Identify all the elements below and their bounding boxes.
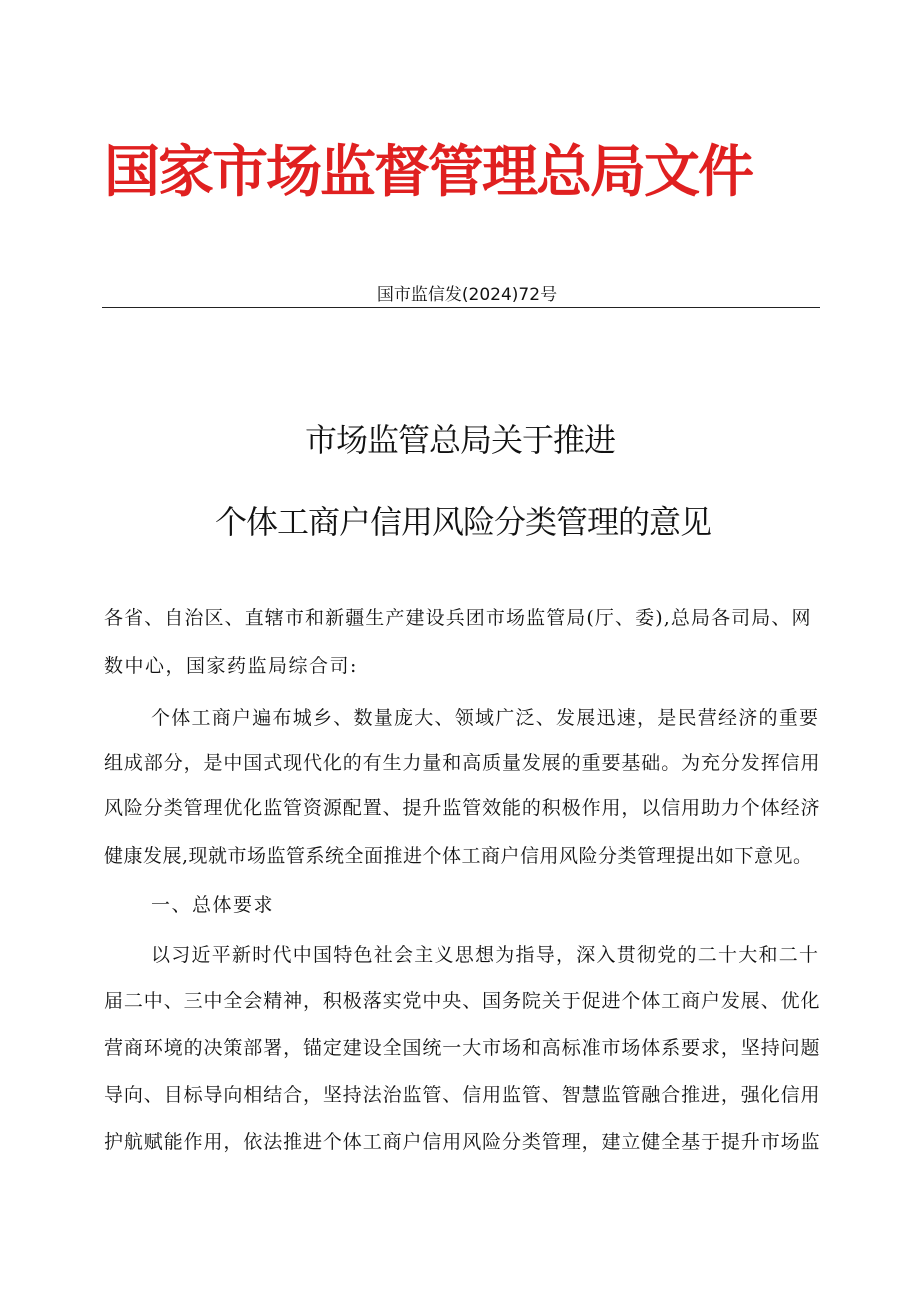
document-number: 国市监信发(2024)72号 (376, 285, 558, 305)
paragraph-1-line-1: 个体工商户遍布城乡、数量庞大、领域广泛、发展迅速，是民营经济的重要 (151, 707, 820, 729)
paragraph-2-line-3: 营商环境的决策部署，锚定建设全国统一大市场和高标准市场体系要求，坚持问题 (104, 1037, 821, 1059)
document-title-line-2: 个体工商户信用风险分类管理的意见 (214, 503, 711, 541)
header-divider-line (102, 307, 820, 308)
paragraph-1-line-2: 组成部分，是中国式现代化的有生力量和高质量发展的重要基础。为充分发挥信用 (104, 752, 821, 774)
section-1-heading: 一、总体要求 (151, 894, 275, 916)
paragraph-2-line-1: 以习近平新时代中国特色社会主义思想为指导，深入贯彻党的二十大和二十 (151, 944, 820, 966)
agency-header-title: 国家市场监督管理总局文件 (104, 140, 752, 205)
document-title-line-1: 市场监管总局关于推进 (304, 421, 615, 459)
paragraph-2-line-5: 护航赋能作用，依法推进个体工商户信用风险分类管理，建立健全基于提升市场监 (104, 1131, 821, 1153)
paragraph-2-line-4: 导向、目标导向相结合，坚持法治监管、信用监管、智慧监管融合推进，强化信用 (104, 1084, 821, 1106)
paragraph-1-line-3: 风险分类管理优化监管资源配置、提升监管效能的积极作用，以信用助力个体经济 (104, 797, 821, 819)
addressee-line-1: 各省、自治区、直辖市和新疆生产建设兵团市场监管局(厅、委),总局各司局、网 (104, 607, 812, 629)
paragraph-2-line-2: 届二中、三中全会精神，积极落实党中央、国务院关于促进个体工商户发展、优化 (104, 990, 821, 1012)
paragraph-1-line-4: 健康发展,现就市场监管系统全面推进个体工商户信用风险分类管理提出如下意见。 (104, 845, 813, 867)
addressee-line-2: 数中心，国家药监局综合司: (104, 655, 358, 677)
